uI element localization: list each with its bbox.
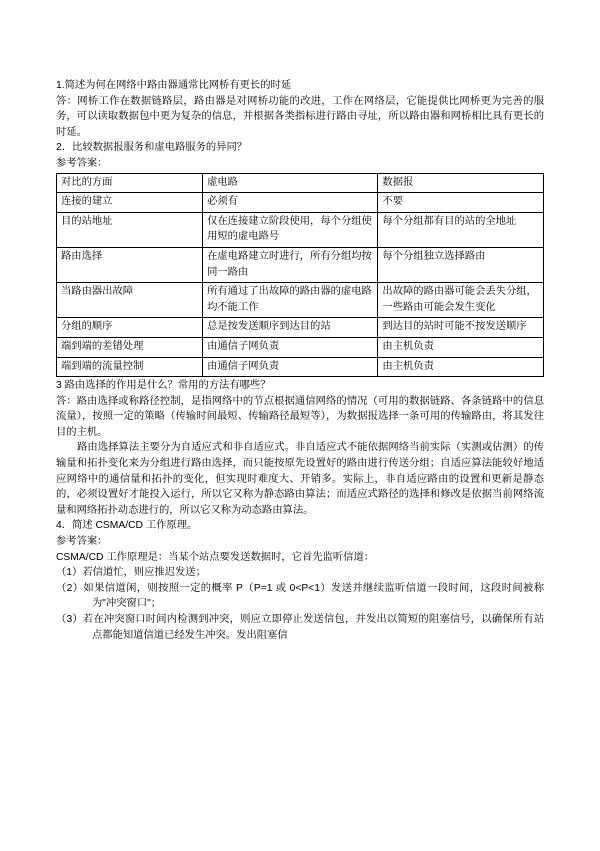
table-header-row — [57, 173, 544, 193]
table-cell: 所有通过了出故障的路由器的虚电路均不能工作 — [203, 283, 378, 318]
question-3-answer-part-2: 路由选择算法主要分为自适应式和非自适应式。非自适应式不能依据网络当前实际（实测或估测）的传输量和拓扑变化来为分组进行路由选择，而只能按原先设置好的路由进行传送分组；自适应算法能较好地适应网络中的通信量和拓扑的变化，但实现时难度大、开销多。实际上，非自适应路由的设置和更新是静态的，必须设置好才能投入运行，所以它又称为静态路由算法；而适应式路径的选择和修改是依据当前网络流量和网络拓扑动态进行的，所以它又称为动态路由算法。 — [56, 442, 544, 516]
table-row — [57, 247, 544, 282]
table-cell: 必须有 — [203, 193, 378, 213]
question-2-reference-label: 参考答案： — [56, 157, 108, 169]
table-header-cell: 虚电路 — [203, 173, 378, 193]
table-header-cell: 数据报 — [378, 173, 544, 193]
table-cell: 连接的建立 — [57, 193, 203, 213]
table-row — [57, 283, 544, 318]
table-row — [57, 318, 544, 338]
document-body — [56, 78, 544, 643]
table-cell: 在虚电路建立时进行，所有分组均按同一路由 — [203, 247, 378, 282]
table-cell: 目的站地址 — [57, 212, 203, 247]
table-cell: 出故障的路由器可能会丢失分组，一些路由可能会发生变化 — [378, 283, 544, 318]
table-cell: 由主机负责 — [378, 357, 544, 377]
table-cell: 端到端的差错处理 — [57, 337, 203, 357]
question-2-title: 2．比较数据报服务和虚电路服务的异同？ — [56, 142, 248, 154]
table-header-cell: 对比的方面 — [57, 173, 203, 193]
question-4-step-2: （2）如果信道闲，则按照一定的概率 P（P=1 或 0<P<1）发送并继续监听信道一段时间，这段时间被称为"冲突窗口"； — [56, 582, 544, 610]
table-cell: 由通信子网负责 — [203, 357, 378, 377]
table-cell: 每个分组都有目的站的全地址 — [378, 212, 544, 247]
table-cell: 由通信子网负责 — [203, 337, 378, 357]
question-3-title: 3 路由选择的作用是什么？常用的方法有哪些？ — [56, 380, 271, 392]
comparison-table — [56, 173, 544, 378]
question-1-title: 1.简述为何在网络中路由器通常比网桥有更长的时延 — [56, 80, 292, 91]
table-cell: 仅在连接建立阶段使用，每个分组使用短的虚电路号 — [203, 212, 378, 247]
table-row — [57, 357, 544, 377]
question-3-answer-part-1: 答：路由选择或称路径控制，是指网络中的节点根据通信网络的情况（可用的数据链路、各条链路中的信息流量），按照一定的策略（传输时间最短、传输路径最短等），为数据报选择一条可用的传输路由，将其发往目的主机。 — [56, 395, 544, 438]
table-cell: 每个分组独立选择路由 — [378, 247, 544, 282]
table-row — [57, 337, 544, 357]
table-row — [57, 212, 544, 247]
question-4-step-3: （3）若在冲突窗口时间内检测到冲突，则应立即停止发送信包，并发出以简短的阻塞信号，以确保所有站点都能知道信道已经发生冲突。发出阻塞信 — [56, 614, 544, 641]
table-cell: 端到端的流量控制 — [57, 357, 203, 377]
question-4-title: 4．简述 CSMA/CD 工作原理。 — [56, 520, 198, 532]
question-1-answer: 答：网桥工作在数据链路层，路由器是对网桥功能的改进，工作在网络层，它能提供比网桥更为完善的服务，可以读取数据包中更为复杂的信息，并根据各类指标进行路由寻址，所以路由器和网桥相比具有更长的时延。 — [56, 95, 544, 138]
table-row — [57, 193, 544, 213]
table-cell: 总是按发送顺序到达目的站 — [203, 318, 378, 338]
question-4-reference-label: 参考答案： — [56, 536, 108, 548]
table-cell: 由主机负责 — [378, 337, 544, 357]
table-cell: 分组的顺序 — [57, 318, 203, 338]
question-4-step-1: （1）若信道忙，则应推迟发送； — [56, 567, 206, 579]
table-cell: 路由选择 — [57, 247, 203, 282]
question-4-answer-intro: CSMA/CD 工作原理是：当某个站点要发送数据时，它首先监听信道： — [56, 551, 375, 563]
table-cell: 不要 — [378, 193, 544, 213]
table-cell: 到达目的站时可能不按发送顺序 — [378, 318, 544, 338]
table-cell: 当路由器出故障 — [57, 283, 203, 318]
